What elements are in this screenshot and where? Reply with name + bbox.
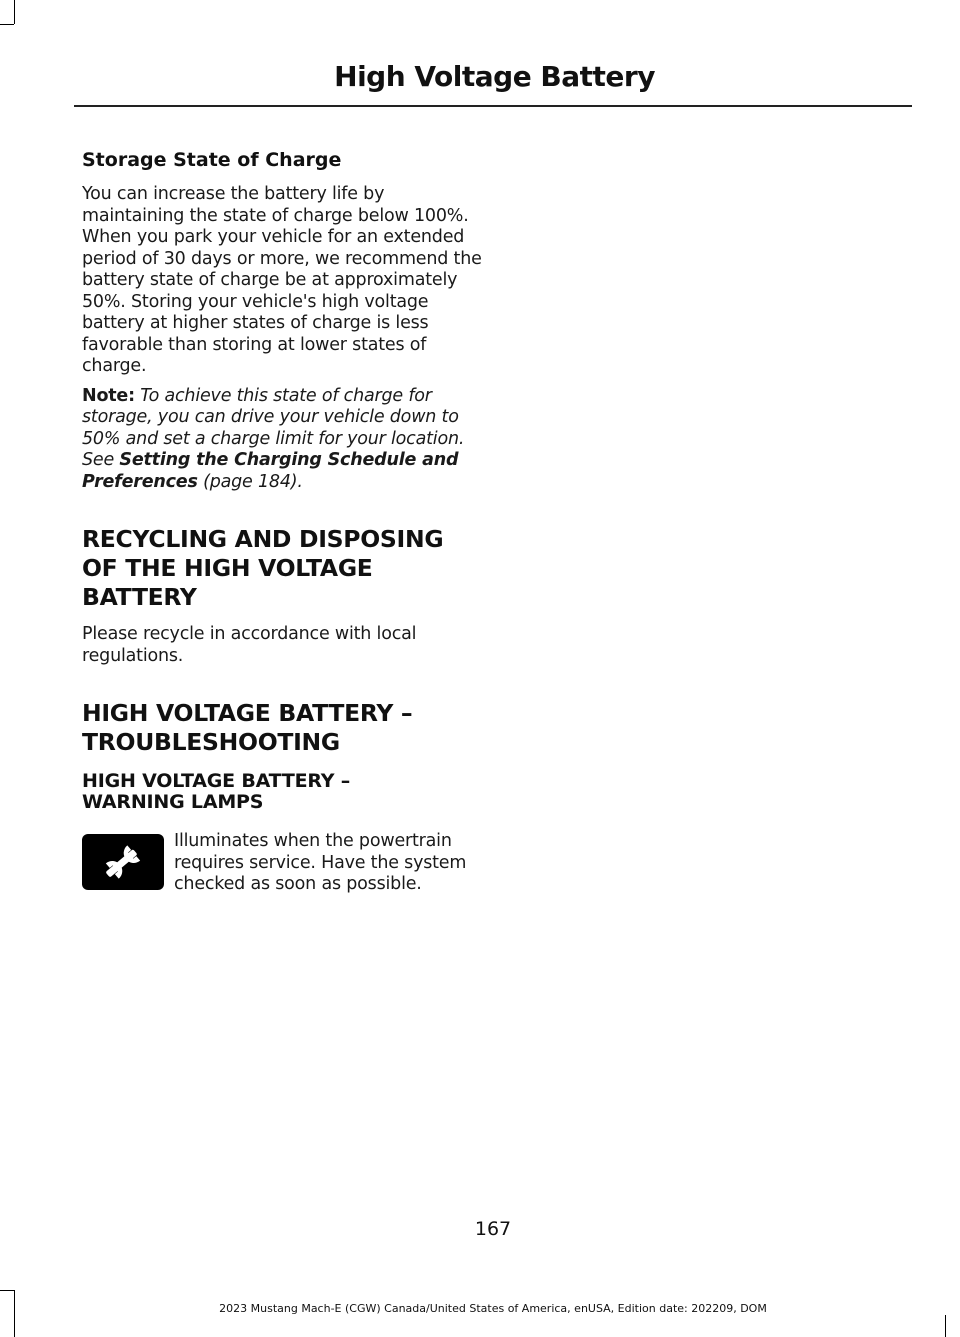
troubleshooting-heading-line: HIGH VOLTAGE BATTERY – <box>82 699 413 727</box>
warning-lamp-text: Illuminates when the powertrain requires service. Have the system checked as soon as possible. <box>174 831 467 894</box>
wrench-icon <box>82 834 164 890</box>
warning-lamps-heading-line: HIGH VOLTAGE BATTERY – <box>82 770 351 792</box>
recycling-heading <box>82 525 482 612</box>
warning-lamp-entry <box>82 831 482 896</box>
warning-lamps-heading <box>82 771 482 813</box>
warning-lamps-heading-line: WARNING LAMPS <box>82 791 264 813</box>
troubleshooting-heading <box>82 699 482 757</box>
storage-paragraph: You can increase the battery life by maintaining the state of charge below 100%. When you park your vehicle for an extended period of 30 days or more, we recommend the battery state of charge be at approximately 50%. Storing your vehicle's high voltage battery at higher states of charge is less favorable than storing at lower states of charge. <box>82 184 482 376</box>
crop-mark <box>945 1315 946 1337</box>
cross-reference-link[interactable]: Setting the Charging Schedule and Preferences <box>82 450 459 492</box>
recycling-heading-line: BATTERY <box>82 583 197 611</box>
page-footer: 2023 Mustang Mach-E (CGW) Canada/United States of America, enUSA, Edition date: 202209, DOM <box>219 1302 767 1315</box>
header-rule <box>74 105 912 107</box>
note-text: To achieve this state of charge for storage, you can drive your vehicle down to 50% and set a charge limit for your location. See <box>82 385 465 470</box>
recycling-heading-line: RECYCLING AND DISPOSING <box>82 525 444 553</box>
page-number: 167 <box>474 1218 512 1240</box>
crop-mark <box>0 1290 14 1291</box>
storage-note <box>82 386 482 494</box>
note-page-ref: (page 184). <box>203 471 303 492</box>
recycling-paragraph: Please recycle in accordance with local regulations. <box>82 624 417 666</box>
page-header-title: High Voltage Battery <box>334 60 655 93</box>
storage-heading: Storage State of Charge <box>82 149 342 171</box>
recycling-heading-line: OF THE HIGH VOLTAGE <box>82 554 373 582</box>
note-label: Note: <box>82 385 135 406</box>
crop-mark <box>14 0 15 24</box>
crop-mark <box>0 24 14 25</box>
main-column <box>82 146 482 896</box>
troubleshooting-heading-line: TROUBLESHOOTING <box>82 728 340 756</box>
